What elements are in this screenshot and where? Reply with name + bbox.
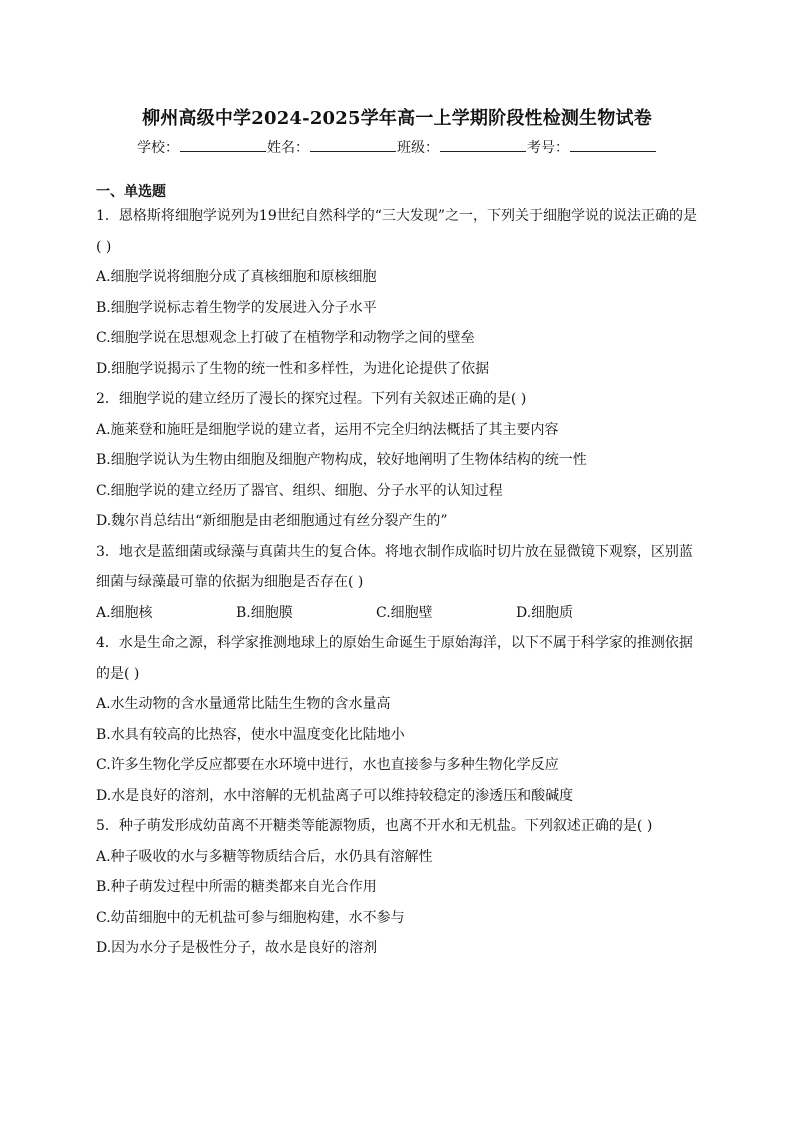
option-d: D.细胞学说揭示了生物的统一性和多样性，为进化论提供了依据 (96, 360, 490, 377)
question-1 (96, 201, 698, 384)
option-d: D.水是良好的溶剂，水中溶解的无机盐离子可以维持较稳定的渗透压和酸碱度 (96, 787, 574, 804)
exam-no-label: 考号： (527, 140, 569, 156)
option-a: A.细胞学说将细胞分成了真核细胞和原核细胞 (96, 269, 377, 285)
question-stem: 4．水是生命之源，科学家推测地球上的原始生命诞生于原始海洋，以下不属于科学家的推测依据的是( ) (96, 635, 693, 682)
name-blank[interactable] (310, 138, 396, 152)
option-b: B.水具有较高的比热容，使水中温度变化比陆地小 (96, 726, 405, 743)
question-4 (96, 628, 698, 811)
school-blank[interactable] (180, 138, 266, 152)
option-c: C.许多生物化学反应都要在水环境中进行，水也直接参与多种生物化学反应 (96, 757, 559, 773)
option-c: C.细胞学说的建立经历了器官、组织、细胞、分子水平的认知过程 (96, 482, 503, 499)
option-c: C.细胞学说在思想观念上打破了在植物学和动物学之间的壁垒 (96, 330, 475, 346)
question-stem: 5．种子萌发形成幼苗离不开糖类等能源物质，也离不开水和无机盐。下列叙述正确的是( ) (96, 818, 653, 834)
class-label: 班级： (397, 140, 439, 156)
question-stem: 3．地衣是蓝细菌或绿藻与真菌共生的复合体。将地衣制作成临时切片放在显微镜下观察，区别蓝细菌与绿藻最可靠的依据为细胞是否存在( ) (96, 543, 693, 590)
question-5 (96, 811, 698, 964)
name-label: 姓名： (267, 140, 309, 156)
option-c: C.幼苗细胞中的无机盐可参与细胞构建，水不参与 (96, 909, 405, 926)
option-a: A.种子吸收的水与多糖等物质结合后，水仍具有溶解性 (96, 848, 433, 865)
option-b: B.细胞学说认为生物由细胞及细胞产物构成，较好地阐明了生物体结构的统一性 (96, 452, 587, 468)
question-3 (96, 537, 698, 629)
option-d: D.魏尔肖总结出“新细胞是由老细胞通过有丝分裂产生的” (96, 513, 448, 529)
student-info-row (0, 137, 794, 157)
class-blank[interactable] (440, 138, 526, 152)
question-2 (96, 384, 698, 537)
option-c: C.细胞壁 (376, 604, 433, 621)
option-b: B.细胞膜 (236, 604, 293, 621)
option-b: B.细胞学说标志着生物学的发展进入分子水平 (96, 299, 377, 316)
option-a: A.水生动物的含水量通常比陆生生物的含水量高 (96, 696, 391, 712)
exam-no-blank[interactable] (570, 138, 656, 152)
question-stem: 1．恩格斯将细胞学说列为19世纪自然科学的“三大发现”之一，下列关于细胞学说的说法正确的是( ) (96, 208, 698, 255)
option-d: D.细胞质 (516, 604, 574, 621)
question-stem: 2．细胞学说的建立经历了漫长的探究过程。下列有关叙述正确的是( ) (96, 391, 527, 407)
option-b: B.种子萌发过程中所需的糖类都来自光合作用 (96, 879, 377, 895)
options-row (96, 598, 698, 629)
questions-list (96, 201, 698, 964)
exam-title: 柳州高级中学2024-2025学年高一上学期阶段性检测生物试卷 (142, 108, 652, 129)
option-a: A.施莱登和施旺是细胞学说的建立者，运用不完全归纳法概括了其主要内容 (96, 421, 559, 438)
option-d: D.因为水分子是极性分子，故水是良好的溶剂 (96, 940, 378, 956)
option-a: A.细胞核 (96, 604, 153, 621)
section-title: 一、单选题 (96, 184, 166, 200)
school-label: 学校： (137, 140, 179, 156)
